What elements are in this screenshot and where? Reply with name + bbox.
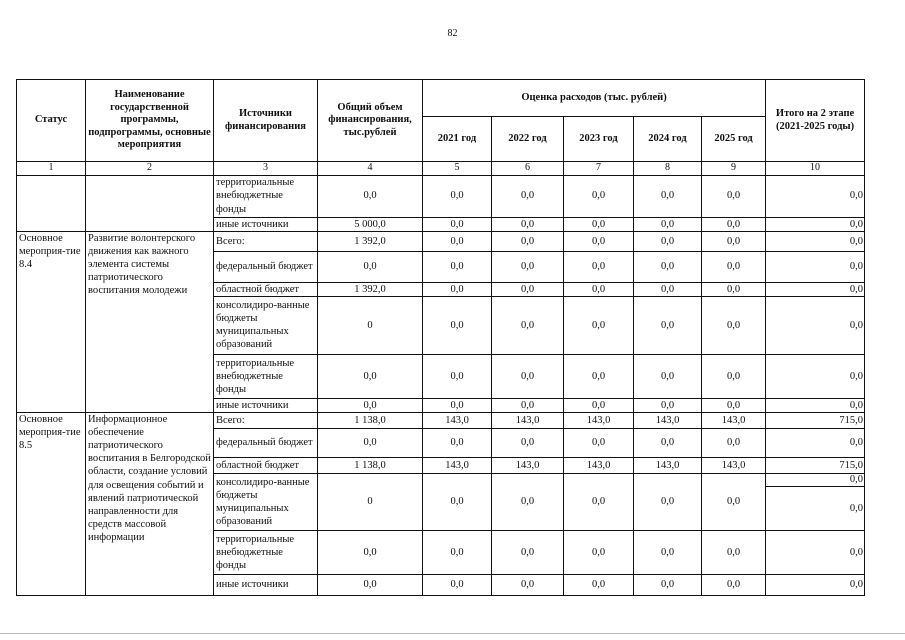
year-cell: 143,0: [564, 412, 634, 428]
name-cell-empty: [86, 175, 214, 231]
year-cell: 0,0: [702, 251, 766, 282]
year-cell: 0,0: [634, 175, 702, 217]
year-cell: 0,0: [702, 473, 766, 530]
source-cell: областной бюджет: [214, 282, 318, 296]
header-total-volume: Общий объем финансирования, тыс.рублей: [318, 80, 423, 162]
year-cell: 143,0: [634, 412, 702, 428]
table-row: [17, 412, 865, 428]
header-year: 2021 год: [423, 117, 492, 162]
year-cell: 0,0: [492, 282, 564, 296]
header-sources: Источники финансирования: [214, 80, 318, 162]
year-cell: 0,0: [492, 217, 564, 231]
total-cell: 0,0: [318, 428, 423, 457]
year-cell: 0,0: [702, 217, 766, 231]
column-number: 8: [634, 162, 702, 176]
total-cell: 5 000,0: [318, 217, 423, 231]
year-cell: 0,0: [492, 354, 564, 398]
header-stage-total: Итого на 2 этапе (2021-2025 годы): [766, 80, 865, 162]
header-name: Наименование государственной программы, подпрограммы, основные мероприятия: [86, 80, 214, 162]
stage-total-cell: 0,0: [766, 231, 865, 251]
year-cell: 0,0: [634, 231, 702, 251]
year-cell: 0,0: [423, 530, 492, 574]
year-cell: 0,0: [492, 473, 564, 530]
total-cell: 0: [318, 473, 423, 530]
source-cell: областной бюджет: [214, 457, 318, 473]
total-cell: 0,0: [318, 175, 423, 217]
stage-total-extra: 0,0: [766, 474, 864, 487]
source-cell: Всего:: [214, 231, 318, 251]
year-cell: 0,0: [492, 251, 564, 282]
year-cell: 0,0: [634, 217, 702, 231]
page-number: 82: [447, 28, 458, 39]
column-number: 4: [318, 162, 423, 176]
year-cell: 0,0: [634, 354, 702, 398]
scan-edge-line: [0, 633, 905, 634]
status-cell-empty: [17, 175, 86, 231]
year-cell: 0,0: [702, 428, 766, 457]
year-cell: 0,0: [564, 473, 634, 530]
column-number: 2: [86, 162, 214, 176]
year-cell: 143,0: [423, 457, 492, 473]
year-cell: 0,0: [564, 282, 634, 296]
header-year: 2022 год: [492, 117, 564, 162]
total-cell: 1 392,0: [318, 231, 423, 251]
year-cell: 0,0: [423, 282, 492, 296]
year-cell: 0,0: [423, 175, 492, 217]
year-cell: 143,0: [492, 412, 564, 428]
year-cell: 0,0: [423, 231, 492, 251]
financing-table: [16, 79, 865, 596]
year-cell: 0,0: [492, 574, 564, 595]
year-cell: 0,0: [634, 251, 702, 282]
source-cell: иные источники: [214, 217, 318, 231]
year-cell: 0,0: [634, 530, 702, 574]
column-number: 10: [766, 162, 865, 176]
activity-name: Развитие волонтерского движения как важного элемента системы патриотического воспитания молодежи: [86, 231, 214, 412]
year-cell: 0,0: [492, 175, 564, 217]
header-status: Статус: [17, 80, 86, 162]
year-cell: 143,0: [702, 412, 766, 428]
year-cell: 0,0: [492, 398, 564, 412]
year-cell: 0,0: [564, 217, 634, 231]
stage-total-cell: 0,0: [766, 175, 865, 217]
year-cell: 0,0: [634, 428, 702, 457]
year-cell: 0,0: [702, 175, 766, 217]
header-estimate: Оценка расходов (тыс. рублей): [423, 80, 766, 117]
column-number: 6: [492, 162, 564, 176]
source-cell: иные источники: [214, 574, 318, 595]
activity-status: Основное мероприя-тие 8.4: [17, 231, 86, 412]
year-cell: 0,0: [702, 354, 766, 398]
stage-total-cell: 0,0: [766, 251, 865, 282]
year-cell: 143,0: [423, 412, 492, 428]
source-cell: Всего:: [214, 412, 318, 428]
stage-total-cell: 0,0: [766, 282, 865, 296]
total-cell: 1 138,0: [318, 457, 423, 473]
year-cell: 0,0: [423, 473, 492, 530]
stage-total-value: 0,0: [849, 502, 864, 514]
year-cell: 0,0: [492, 296, 564, 354]
total-cell: 1 392,0: [318, 282, 423, 296]
header-year: 2023 год: [564, 117, 634, 162]
table-row: [17, 175, 865, 217]
year-cell: 0,0: [423, 398, 492, 412]
column-number: 5: [423, 162, 492, 176]
year-cell: 0,0: [564, 354, 634, 398]
stage-total-cell: 0,0: [766, 428, 865, 457]
total-cell: 0: [318, 296, 423, 354]
year-cell: 0,0: [423, 251, 492, 282]
column-number: 9: [702, 162, 766, 176]
stage-total-cell: 0,0: [766, 354, 865, 398]
year-cell: 0,0: [423, 296, 492, 354]
year-cell: 143,0: [564, 457, 634, 473]
year-cell: 143,0: [492, 457, 564, 473]
year-cell: 143,0: [634, 457, 702, 473]
source-cell: федеральный бюджет: [214, 428, 318, 457]
year-cell: 0,0: [634, 473, 702, 530]
year-cell: 0,0: [564, 296, 634, 354]
source-cell: территориальные внебюджетные фонды: [214, 530, 318, 574]
total-cell: 0,0: [318, 574, 423, 595]
year-cell: 143,0: [702, 457, 766, 473]
total-cell: 1 138,0: [318, 412, 423, 428]
year-cell: 0,0: [702, 282, 766, 296]
source-cell: консолидиро-ванные бюджеты муниципальных образований: [214, 296, 318, 354]
stage-total-cell: 715,0: [766, 457, 865, 473]
header-year: 2024 год: [634, 117, 702, 162]
total-cell: 0,0: [318, 530, 423, 574]
column-number-row: [17, 162, 865, 176]
column-number: 7: [564, 162, 634, 176]
year-cell: 0,0: [634, 574, 702, 595]
source-cell: иные источники: [214, 398, 318, 412]
year-cell: 0,0: [423, 428, 492, 457]
year-cell: 0,0: [634, 398, 702, 412]
total-cell: 0,0: [318, 251, 423, 282]
source-cell: территориальные внебюджетные фонды: [214, 354, 318, 398]
year-cell: 0,0: [634, 296, 702, 354]
stage-total-cell: 0,0: [766, 530, 865, 574]
stage-total-cell: [766, 473, 865, 530]
total-cell: 0,0: [318, 354, 423, 398]
total-cell: 0,0: [318, 398, 423, 412]
stage-total-cell: 0,0: [766, 217, 865, 231]
activity-status: Основное мероприя-тие 8.5: [17, 412, 86, 595]
year-cell: 0,0: [564, 428, 634, 457]
stage-total-cell: 0,0: [766, 296, 865, 354]
column-number: 3: [214, 162, 318, 176]
year-cell: 0,0: [423, 354, 492, 398]
year-cell: 0,0: [702, 296, 766, 354]
activity-name: Информационное обеспечение патриотического воспитания в Белгородской области, создание условий для освещения событий и явлений патриотической направленности для средств массовой информации: [86, 412, 214, 595]
source-cell: федеральный бюджет: [214, 251, 318, 282]
source-cell: консолидиро-ванные бюджеты муниципальных образований: [214, 473, 318, 530]
stage-total-cell: 715,0: [766, 412, 865, 428]
year-cell: 0,0: [702, 530, 766, 574]
year-cell: 0,0: [564, 251, 634, 282]
year-cell: 0,0: [702, 231, 766, 251]
source-cell: территориальные внебюджетные фонды: [214, 175, 318, 217]
year-cell: 0,0: [492, 428, 564, 457]
year-cell: 0,0: [564, 231, 634, 251]
year-cell: 0,0: [634, 282, 702, 296]
column-number: 1: [17, 162, 86, 176]
year-cell: 0,0: [423, 217, 492, 231]
year-cell: 0,0: [423, 574, 492, 595]
year-cell: 0,0: [492, 530, 564, 574]
year-cell: 0,0: [702, 574, 766, 595]
table-row: [17, 231, 865, 251]
header-year: 2025 год: [702, 117, 766, 162]
year-cell: 0,0: [564, 574, 634, 595]
year-cell: 0,0: [564, 175, 634, 217]
year-cell: 0,0: [492, 231, 564, 251]
year-cell: 0,0: [564, 398, 634, 412]
year-cell: 0,0: [702, 398, 766, 412]
stage-total-cell: 0,0: [766, 398, 865, 412]
stage-total-cell: 0,0: [766, 574, 865, 595]
year-cell: 0,0: [564, 530, 634, 574]
